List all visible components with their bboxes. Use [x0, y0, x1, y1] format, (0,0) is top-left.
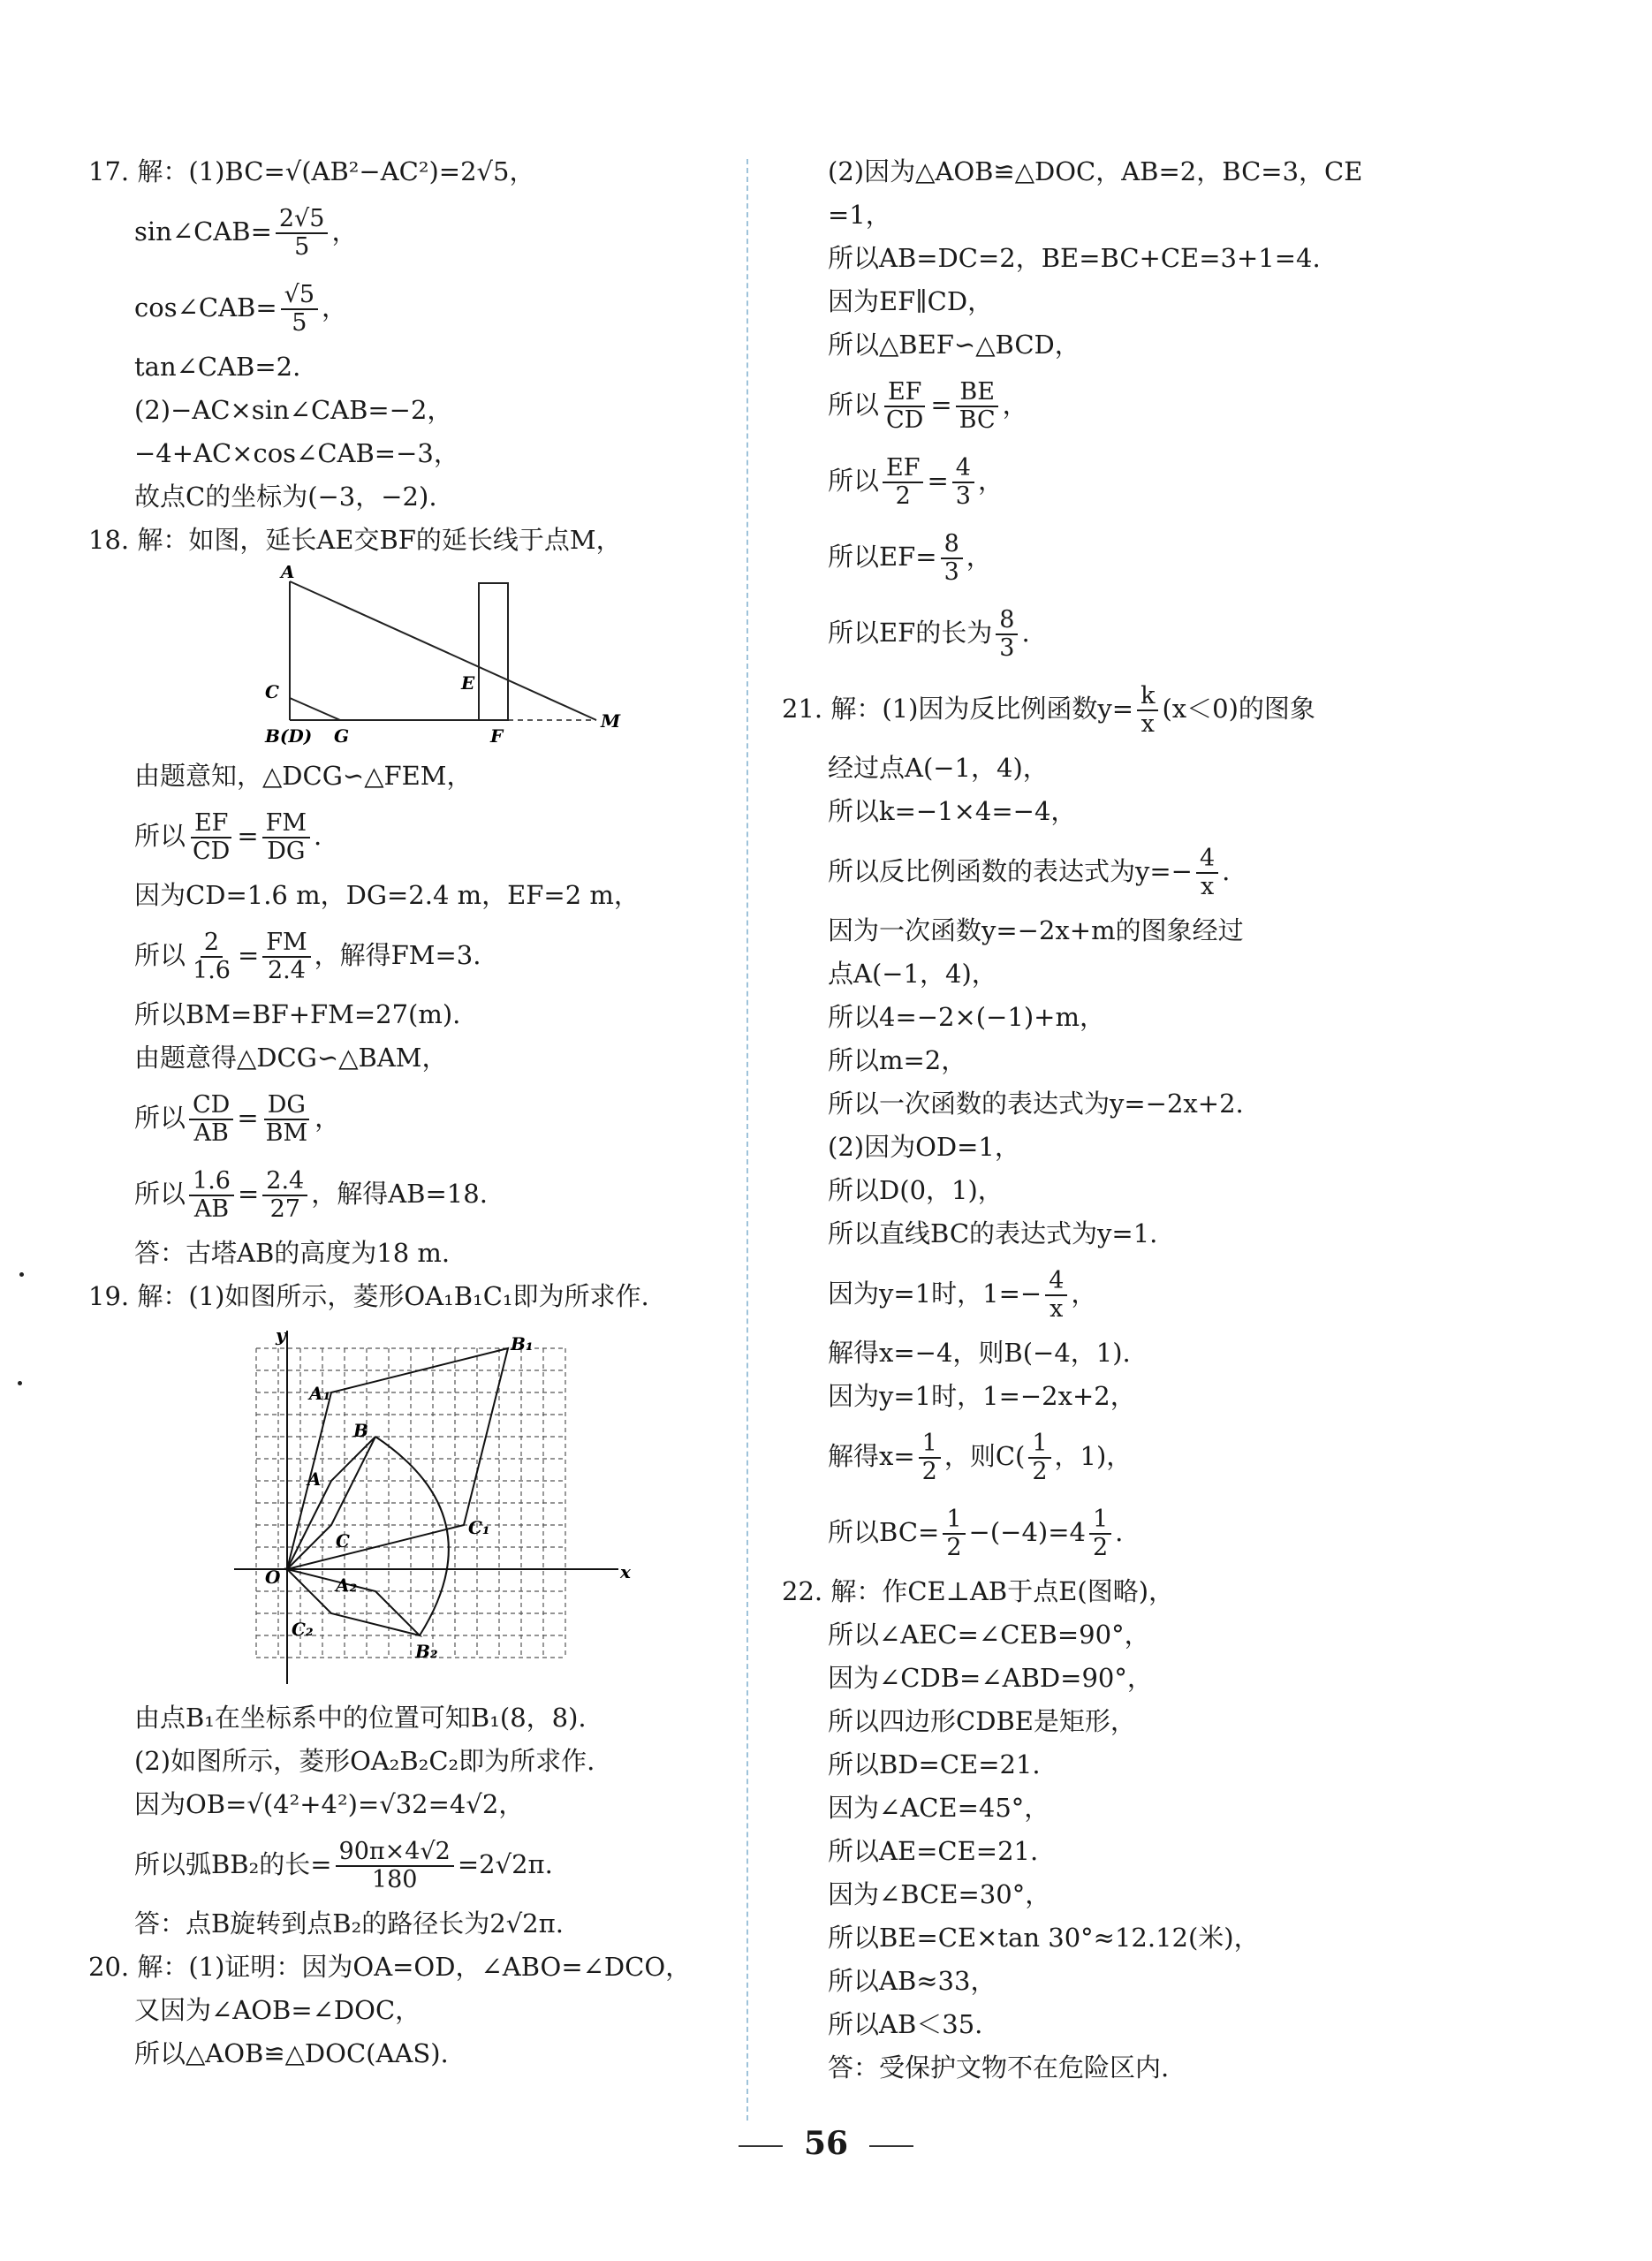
fraction: $\frac{DG}{BM}$	[265, 1091, 308, 1147]
rhombus-grid-figure	[230, 1322, 654, 1693]
q21-line1: 21. 解：(1)因为反比例函数y= $\frac{k}{x}$ (x＜0)的图象	[782, 682, 1315, 738]
fraction: $\frac{EF}{CD}$	[883, 379, 927, 434]
q21-frac5: 所以BC= $\frac{1}{2}$ −(−4)=4 $\frac{1}{2}$ .	[828, 1506, 1124, 1561]
tower-figure	[247, 565, 777, 751]
q20-line3: 所以△AOB≌△DOC(AAS).	[134, 2038, 449, 2068]
fraction: $\frac{FM}{DG}$	[262, 810, 310, 865]
fraction: $\frac{2.4}{27}$	[262, 1168, 307, 1223]
q18-frac4: 所以 $\frac{1.6}{AB}$ = $\frac{2.4}{27}$ ，解得AB=18.	[134, 1167, 488, 1223]
q20b-frac4: 所以EF的长为 $\frac{8}{3}$ .	[828, 606, 1030, 662]
q17-line6: −4+AC×cos∠CAB=−3，	[134, 438, 459, 468]
q22-line10: 所以AB≈33，	[828, 1966, 997, 1996]
q17-tan: tan∠CAB=2.	[134, 352, 301, 382]
q20b-frac2: 所以 $\frac{EF}{2}$ = $\frac{4}{3}$ ，	[828, 454, 1004, 510]
q20-line2: 又因为∠AOB=∠DOC，	[134, 1995, 421, 2025]
q20b-line2: =1，	[828, 200, 891, 230]
left-column	[88, 150, 733, 2075]
q19-line3: (2)如图所示，菱形OA₂B₂C₂即为所求作.	[134, 1746, 595, 1776]
q22-answer: 答：受保护文物不在危险区内.	[828, 2052, 1170, 2083]
label-G: G	[334, 725, 350, 747]
footer-rule-left	[739, 2145, 783, 2147]
q18-line3: 因为CD=1.6 m，DG=2.4 m，EF=2 m，	[134, 880, 640, 910]
q17-line1: 17. 解：(1)BC=√(AB²−AC²)=2√5，	[88, 156, 535, 186]
arc-BB2	[375, 1437, 449, 1635]
q21-line6: 所以4=−2×(−1)+m，	[828, 1002, 1105, 1032]
q18-line5: 由题意得△DCG∽△BAM，	[134, 1043, 448, 1073]
fraction: $\frac{8}{3}$	[941, 531, 963, 586]
q20b-line3: 所以AB=DC=2，BE=BC+CE=3+1=4.	[828, 243, 1321, 273]
fraction: $\frac{2√5}{5}$	[276, 206, 329, 261]
label-B2: B₂	[415, 1641, 438, 1662]
q19-answer: 答：点B旋转到点B₂的路径长为2√2π.	[134, 1908, 564, 1939]
q22-line6: 因为∠ACE=45°，	[828, 1793, 1050, 1823]
fraction: $\frac{EF}{CD}$	[189, 810, 233, 865]
label-y: y	[276, 1324, 286, 1346]
fraction: $\frac{CD}{AB}$	[189, 1092, 233, 1147]
q22-line11: 所以AB＜35.	[828, 2009, 983, 2039]
q17-line5: (2)−AC×sin∠CAB=−2，	[134, 395, 453, 425]
fraction: $\frac{√5}{5}$	[281, 282, 318, 337]
label-C: C	[336, 1530, 350, 1552]
fraction: $\frac{1.6}{AB}$	[189, 1168, 234, 1223]
q19-frac: 所以弧BB₂的长= $\frac{90\pi\times 4√2}{180}$ =2√2π.	[134, 1838, 553, 1893]
label-C: C	[265, 681, 279, 702]
fraction: $\frac{k}{x}$	[1137, 683, 1158, 738]
footer-rule-right	[869, 2145, 913, 2147]
fraction: $\frac{4}{x}$	[1045, 1268, 1067, 1323]
label-C2: C₂	[292, 1619, 314, 1640]
q21-line10: 所以D(0，1)，	[828, 1175, 1004, 1205]
q17-cos: cos∠CAB= $\frac{√5}{5}$ ，	[134, 281, 348, 337]
q20b-frac1: 所以 $\frac{EF}{CD}$ = $\frac{BE}{BC}$ ，	[828, 378, 1028, 434]
fraction: $\frac{1}{2}$	[919, 1430, 941, 1485]
q21-frac4: 解得x= $\frac{1}{2}$ ，则C( $\frac{1}{2}$ ，1)，	[828, 1430, 1133, 1485]
fraction: $\frac{90\pi\times 4√2}{180}$	[336, 1839, 454, 1893]
q20b-line5: 所以△BEF∽△BCD，	[828, 330, 1080, 360]
q21-line2: 经过点A(−1，4)，	[828, 753, 1049, 783]
q21-line3: 所以k=−1×4=−4，	[828, 796, 1077, 826]
q18-answer: 答：古塔AB的高度为18 m.	[134, 1238, 451, 1268]
fraction: $\frac{4}{3}$	[952, 455, 974, 510]
page-footer	[0, 2125, 1652, 2162]
label-A2: A₂	[336, 1574, 358, 1596]
q18-line1: 18. 解：如图，延长AE交BF的延长线于点M，	[88, 525, 622, 555]
q22-line3: 因为∠CDB=∠ABD=90°，	[828, 1663, 1153, 1693]
grid	[256, 1348, 565, 1658]
scan-speck	[18, 1381, 22, 1385]
fraction: $\frac{4}{x}$	[1196, 846, 1218, 900]
q21-line7: 所以m=2，	[828, 1045, 967, 1075]
q20b-frac3: 所以EF= $\frac{8}{3}$ ，	[828, 530, 992, 586]
q22-line2: 所以∠AEC=∠CEB=90°，	[828, 1620, 1150, 1650]
q18-frac1: 所以 $\frac{EF}{CD}$ = $\frac{FM}{DG}$ .	[134, 809, 322, 865]
q19-line4: 因为OB=√(4²+4²)=√32=4√2，	[134, 1789, 525, 1819]
label-C1: C₁	[468, 1517, 490, 1538]
q21-frac2: 所以反比例函数的表达式为y=− $\frac{4}{x}$ .	[828, 845, 1231, 900]
q19-line2: 由点B₁在坐标系中的位置可知B₁(8，8).	[134, 1703, 587, 1733]
q21-line9: (2)因为OD=1，	[828, 1132, 1020, 1162]
label-M: M	[601, 710, 621, 732]
q21-line8: 所以一次函数的表达式为y=−2x+2.	[828, 1089, 1244, 1119]
q22-line5: 所以BD=CE=21.	[828, 1749, 1041, 1779]
q18-line2: 由题意知，△DCG∽△FEM，	[134, 761, 473, 791]
label-F: F	[490, 725, 504, 747]
label-x: x	[620, 1561, 631, 1582]
q21-frac3: 因为y=1时，1=− $\frac{4}{x}$ ，	[828, 1267, 1097, 1323]
fraction: $\frac{1}{2}$	[1089, 1506, 1111, 1561]
label-B1: B₁	[511, 1333, 534, 1354]
fraction: $\frac{2}{1.6}$	[193, 929, 231, 984]
q21-line11: 所以直线BC的表达式为y=1.	[828, 1218, 1158, 1248]
fraction: $\frac{1}{2}$	[1028, 1430, 1050, 1485]
q19-line1: 19. 解：(1)如图所示，菱形OA₁B₁C₁即为所求作.	[88, 1281, 649, 1311]
fraction: $\frac{1}{2}$	[943, 1506, 965, 1561]
q22-line9: 所以BE=CE×tan 30°≈12.12(米)，	[828, 1923, 1260, 1953]
q22-line4: 所以四边形CDBE是矩形，	[828, 1706, 1136, 1736]
q20b-line4: 因为EF∥CD，	[828, 286, 994, 316]
q21-line13: 因为y=1时，1=−2x+2，	[828, 1381, 1136, 1411]
q18-frac2: 所以 $\frac{2}{1.6}$ = $\frac{FM}{2.4}$ ，解得FM=3.	[134, 929, 481, 984]
label-B: B	[353, 1420, 368, 1441]
q18-line4: 所以BM=BF+FM=27(m).	[134, 999, 461, 1029]
q17-sin: sin∠CAB= $\frac{2√5}{5}$ ，	[134, 205, 358, 261]
fraction: $\frac{BE}{BC}$	[956, 379, 999, 434]
label-A: A	[307, 1468, 322, 1490]
q18-frac3: 所以 $\frac{CD}{AB}$ = $\frac{DG}{BM}$ ，	[134, 1091, 341, 1147]
label-E: E	[461, 672, 475, 694]
label-O: O	[265, 1567, 281, 1588]
q21-line4: 因为一次函数y=−2x+m的图象经过	[828, 915, 1244, 945]
fraction: $\frac{8}{3}$	[996, 607, 1018, 662]
label-A1: A₁	[309, 1383, 331, 1404]
fraction: $\frac{FM}{2.4}$	[262, 929, 310, 984]
label-BD: B(D)	[265, 725, 313, 747]
right-column	[782, 150, 1603, 2090]
q21-line12: 解得x=−4，则B(−4，1).	[828, 1338, 1131, 1368]
column-divider	[746, 159, 748, 2121]
fraction: $\frac{EF}{2}$	[883, 455, 923, 510]
q20-line1: 20. 解：(1)证明：因为OA=OD，∠ABO=∠DCO，	[88, 1952, 692, 1982]
scan-speck	[19, 1272, 24, 1277]
label-A: A	[281, 565, 295, 582]
q17-line7: 故点C的坐标为(−3，−2).	[134, 482, 437, 512]
q22-line7: 所以AE=CE=21.	[828, 1836, 1039, 1866]
q22-line1: 22. 解：作CE⊥AB于点E(图略)，	[782, 1576, 1175, 1606]
q22-line8: 因为∠BCE=30°，	[828, 1879, 1051, 1909]
q21-line5: 点A(−1，4)，	[828, 959, 997, 989]
page-number: 56	[803, 2125, 849, 2162]
q20b-line1: (2)因为△AOB≌△DOC，AB=2，BC=3，CE	[828, 156, 1363, 186]
